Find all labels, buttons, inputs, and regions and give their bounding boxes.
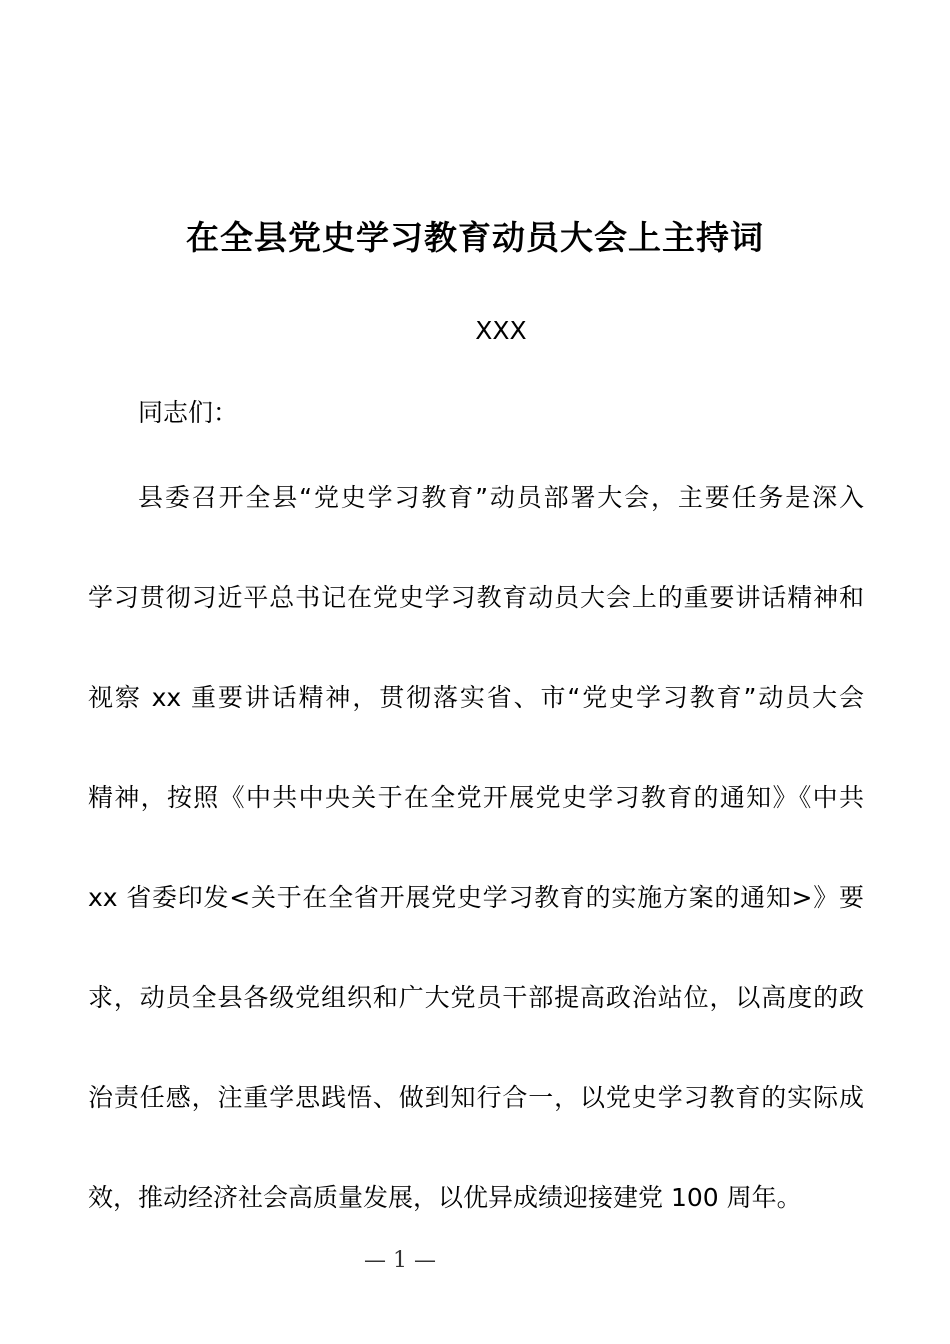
paragraph-line: 精神，按照《中共中央关于在全党开展党史学习教育的通知》《中共 — [88, 783, 864, 812]
paragraph-line: 效，推动经济社会高质量发展，以优异成绩迎接建党 100 周年。 — [88, 1183, 802, 1212]
document-title: 在全县党史学习教育动员大会上主持词 — [186, 218, 764, 257]
paragraph-line: 求，动员全县各级党组织和广大党员干部提高政治站位，以高度的政 — [88, 983, 864, 1012]
document-author: XXX — [475, 316, 527, 345]
greeting: 同志们： — [138, 398, 239, 427]
paragraph-line: 县委召开全县“党史学习教育”动员部署大会，主要任务是深入 — [138, 483, 864, 512]
page-number: — 1 — — [364, 1248, 436, 1273]
paragraph-line: 视察 xx 重要讲话精神，贯彻落实省、市“党史学习教育”动员大会 — [88, 683, 864, 712]
paragraph-line: 学习贯彻习近平总书记在党史学习教育动员大会上的重要讲话精神和 — [88, 583, 864, 612]
paragraph-line: 治责任感，注重学思践悟、做到知行合一，以党史学习教育的实际成 — [88, 1083, 864, 1112]
paragraph-line: xx 省委印发<关于在全省开展党史学习教育的实施方案的通知>》要 — [88, 883, 864, 912]
body-paragraph — [88, 448, 864, 1248]
